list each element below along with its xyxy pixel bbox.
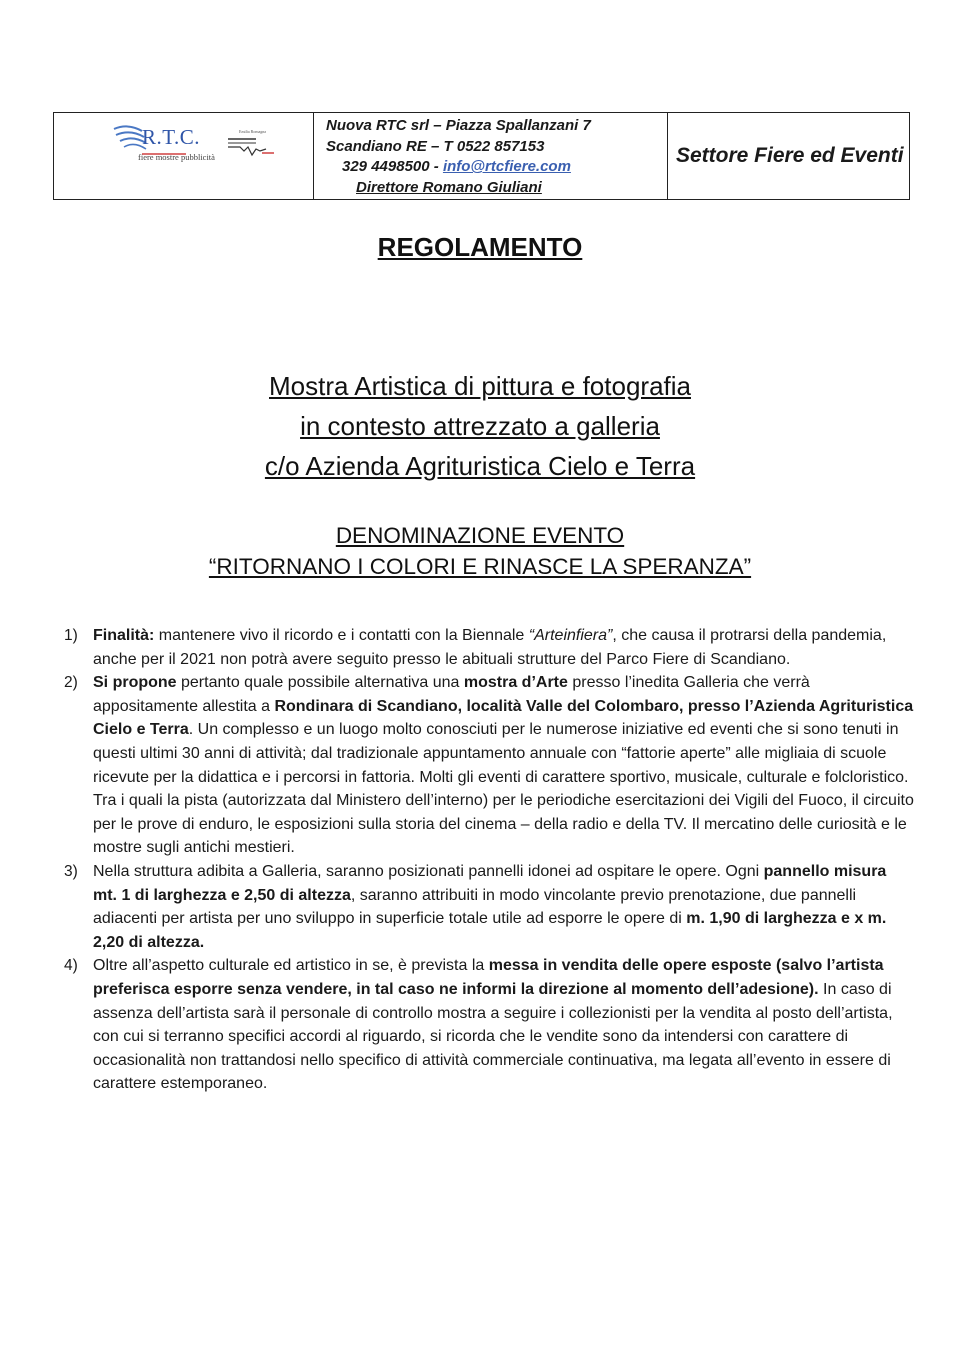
text-run: Nella struttura adibita a Galleria, saranno posizionati pannelli idonei ad ospitare le opere. Ogni — [93, 862, 764, 880]
event-name: “RITORNANO I COLORI E RINASCE LA SPERANZA” — [208, 554, 752, 579]
text-run: Si propone — [93, 674, 177, 692]
text-run: messa in vendita delle opere esposte (salvo l’artista preferisca esporre senza vendere, in tal caso ne informi la direzione al momento dell’adesione). — [93, 957, 884, 998]
rules-list — [64, 624, 914, 1096]
text-run: pertanto quale possibile alternativa una — [176, 674, 464, 692]
logo-tagline: fiere mostre pubblicità — [138, 152, 215, 162]
text-run: . Un complesso e un luogo molto conosciuti per le numerose iniziative ed eventi che si sono tenuti in questi ultimi 30 anni di attività; dal tradizionale appuntamento annuale con “fattorie aperte” alle migliaia di scuole ricevute per la didattica e i percorsi in fattoria. Molti gli eventi di carattere sportivo, musicale, culturale e folcloristico. Tra i quali la pista (autorizzata dal Ministero dell’interno) per le periodiche esercitazioni dei Vigili del Fuoco, il circuito per le prove di enduro, le esposizioni sulla storia del cinema – della radio e della TV. Il mercatino delle curiosità e le mostre sugli antichi mestieri. — [93, 721, 914, 857]
emilia-romagna-map-icon — [226, 135, 276, 161]
item-number: 4) — [64, 957, 78, 975]
company-logo — [54, 113, 314, 199]
text-run: mantenere vivo il ricordo e i contatti con la Biennale — [154, 627, 529, 644]
sector-label: Settore Fiere ed Eventi — [676, 144, 904, 167]
letterhead — [53, 112, 910, 200]
item-text — [93, 860, 914, 954]
director: Direttore Romano Giuliani — [356, 178, 542, 196]
item-number: 1) — [64, 627, 78, 644]
logo-brand: R.T.C. — [142, 125, 201, 149]
text-run: pannello misura mt. 1 di larghezza e 2,50 di altezza — [93, 862, 887, 904]
list-item — [64, 954, 914, 1096]
page-title: REGOLAMENTO — [377, 232, 583, 262]
list-item — [64, 624, 914, 671]
item-number: 2) — [64, 674, 78, 692]
item-text — [93, 954, 914, 1096]
text-run: Rondinara di Scandiano, località Valle del Colombaro, presso l’Azienda Agrituristica Cielo e Terra — [93, 697, 914, 739]
item-text — [93, 671, 914, 860]
item-number: 3) — [64, 862, 78, 880]
city-phone: Scandiano RE – T 0522 857153 — [326, 137, 545, 155]
text-run: , che causa il protrarsi della pandemia, anche per il 2021 non potrà avere seguito presso le abituali strutture del Parco Fiere di Scandiano. — [93, 627, 887, 668]
denomination-label: DENOMINAZIONE EVENTO — [335, 523, 625, 548]
item-text — [93, 624, 914, 671]
mobile-number: 329 4498500 — [342, 158, 430, 175]
text-run: Finalità: — [93, 627, 155, 644]
contact-block — [314, 113, 668, 199]
text-run: mostra d’Arte — [463, 674, 568, 692]
logo-region: Emilia Romagna — [239, 129, 266, 134]
separator: - — [429, 158, 443, 175]
list-item — [64, 671, 914, 860]
subtitle-line-3: c/o Azienda Agrituristica Cielo e Terra — [264, 451, 696, 481]
text-run: m. 1,90 di larghezza e x m. 2,20 di altezza. — [93, 910, 887, 951]
text-run: In caso di assenza dell’artista sarà il personale di controllo mostra a seguire i collezionisti per la vendita al posto dell’artista, con cui si terranno specifici accordi al riguardo, si ricorda che le vendite sono da intendersi con carattere di occasionalità non trattandosi nello specifico di attività commerciale continuativa, ma legata all’evento in essere di carattere estemporaneo. — [93, 980, 893, 1093]
company-address: Nuova RTC srl – Piazza Spallanzani 7 — [326, 117, 591, 134]
text-run: Oltre all’aspetto culturale ed artistico in se, è prevista la — [93, 957, 489, 975]
exhibition-subtitle — [0, 366, 960, 486]
list-item — [64, 860, 914, 954]
subtitle-line-2: in contesto attrezzato a galleria — [300, 411, 660, 441]
text-run: presso l’inedita Galleria che verrà appositamente allestita a — [93, 674, 810, 715]
text-run: , saranno attribuiti in modo vincolante previo prenotazione, due pannelli adiacenti per artista per uno sviluppo in superficie totale utile ad esporre le opere di — [93, 886, 857, 928]
subtitle-line-1: Mostra Artistica di pittura e fotografia — [269, 371, 691, 401]
mobile-email-line — [326, 157, 667, 178]
event-denomination — [0, 520, 960, 582]
email-link[interactable]: info@rtcfiere.com — [442, 158, 571, 175]
text-run: “Arteinfiera” — [528, 627, 613, 644]
